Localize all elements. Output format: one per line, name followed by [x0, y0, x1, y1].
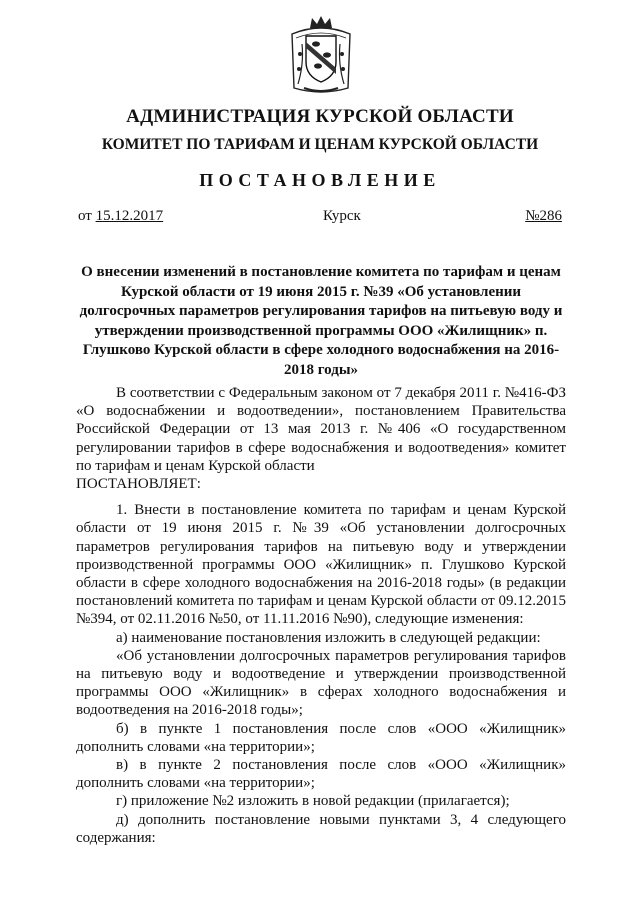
organization-title: АДМИНИСТРАЦИЯ КУРСКОЙ ОБЛАСТИ: [126, 106, 514, 127]
document-subject: О внесении изменений в постановление комитета по тарифам и ценам Курской области от 19 июня 2015 г. №39 «Об установлении долгосрочных параметров регулирования тарифов на питьевую воду и утверждении производственной программы ООО «Жилищник» п. Глушково Курской области в сфере холодного водоснабжения на 2016-2018 годы»: [79, 264, 563, 378]
resolves-statement: ПОСТАНОВЛЯЕТ:: [76, 476, 201, 493]
item-a-quote-paragraph: «Об установлении долгосрочных параметров регулирования тарифов на питьевую воду и водоотведение и утверждении производственной программы ООО «Жилищник» в сферах холодного водоснабжения и водоотведения на 2016-2018 годы»;: [76, 647, 566, 719]
document-city: Курск: [323, 208, 361, 224]
coat-of-arms-emblem: [284, 14, 358, 96]
item-v-paragraph: в) в пункте 2 постановления после слов «ООО «Жилищник» дополнить словами «на территории»;: [76, 757, 566, 792]
date-prefix: от: [78, 208, 92, 224]
preamble-paragraph: В соответствии с Федеральным законом от 7 декабря 2011 г. №416-ФЗ «О водоснабжении и водоотведении», постановлением Правительства Российской Федерации от 13 мая 2013 г. №406 «О государственном регулировании тарифов в сфере водоснабжения и водоотведения» комитет по тарифам и ценам Курской области: [76, 385, 566, 474]
document-body: [76, 384, 566, 847]
document-number: №286: [525, 208, 562, 224]
item-d-paragraph: д) дополнить постановление новыми пунктами 3, 4 следующего содержания:: [76, 811, 566, 846]
item-g-paragraph: г) приложение №2 изложить в новой редакции (прилагается);: [116, 793, 510, 810]
item-1-paragraph: 1. Внести в постановление комитета по тарифам и ценам Курской области от 19 июня 2015 г. №39 «Об установлении долгосрочных параметров регулирования тарифов на питьевую воду и утверждении производственной программы ООО «Жилищник» п. Глушково Курской области в сфере холодного водоснабжения на 2016-2018 годы» (в редакции постановлений комитета по тарифам и ценам Курской области от 09.12.2015 №394, от 02.11.2016 №50, от 11.11.2016 №90), следующие изменения:: [76, 502, 566, 628]
date-value: 15.12.2017: [95, 208, 164, 224]
item-a-paragraph: а) наименование постановления изложить в следующей редакции:: [116, 629, 541, 646]
document-meta-row: [78, 208, 562, 228]
committee-name: КОМИТЕТ ПО ТАРИФАМ И ЦЕНАМ КУРСКОЙ ОБЛАСТИ: [101, 136, 539, 153]
item-b-paragraph: б) в пункте 1 постановления после слов «ООО «Жилищник» дополнить словами «на территории»;: [76, 720, 566, 755]
document-date: [78, 208, 163, 225]
document-type: ПОСТАНОВЛЕНИЕ: [199, 170, 441, 190]
